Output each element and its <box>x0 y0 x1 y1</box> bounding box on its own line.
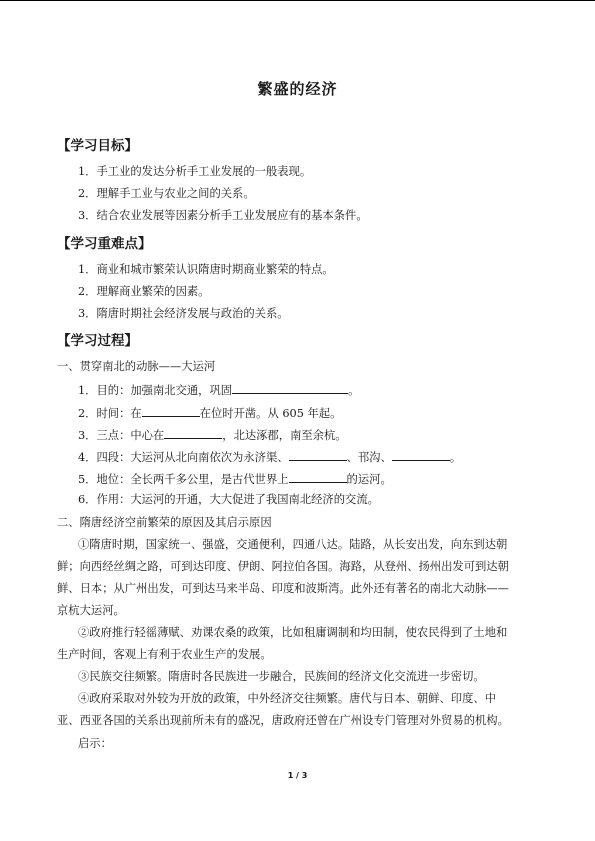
key-point-item: 2．理解商业繁荣的因素。 <box>78 285 210 298</box>
canal-effect-line: 6．作用：大运河的开通，大大促进了我国南北经济的交流。 <box>78 493 379 506</box>
part2-heading: 二、隋唐经济空前繁荣的原因及其启示原因 <box>57 516 272 529</box>
page-number: 1 / 3 <box>287 771 308 780</box>
line-text: 。 <box>348 384 360 397</box>
line-text: 3．三点：中心在 <box>78 429 165 442</box>
line-text: 。 <box>449 451 462 464</box>
canal-purpose-line <box>78 382 359 398</box>
canal-sections-line <box>78 449 461 465</box>
answer-blank[interactable] <box>164 427 222 439</box>
answer-blank[interactable] <box>289 449 347 461</box>
canal-time-line <box>78 405 341 421</box>
paragraph-line: ①隋唐时期，国家统一、强盛，交通便利，四通八达。陆路，从长安出发，向东到达朝 <box>78 538 508 551</box>
answer-blank[interactable] <box>289 471 347 483</box>
goal-item: 2．理解手工业与农业之间的关系。 <box>78 187 255 200</box>
paragraph-line: 鲜；向西经丝绸之路，可到达印度、伊朗、阿拉伯各国。海路，从登州、扬州出发可到达朝 <box>57 560 509 573</box>
part1-heading: 一、贯穿南北的动脉——大运河 <box>57 360 216 373</box>
header-rule <box>0 0 595 1</box>
page-title: 繁盛的经济 <box>257 80 338 98</box>
paragraph-line: 生产时间，客观上有利于农业生产的发展。 <box>57 648 272 661</box>
section-heading-process: 【学习过程】 <box>57 333 138 349</box>
answer-blank[interactable] <box>392 449 450 461</box>
key-point-item: 3．隋唐时期社会经济发展与政治的关系。 <box>78 307 289 320</box>
line-text: ，北达涿郡，南至余杭。 <box>222 429 347 442</box>
line-text: 2．时间：在 <box>78 407 142 420</box>
section-heading-goals: 【学习目标】 <box>57 138 138 154</box>
line-text: 在位时开凿。从 605 年起。 <box>199 407 342 420</box>
paragraph-line: ②政府推行轻徭薄赋、劝课农桑的政策，比如租庸调制和均田制，使农民得到了土地和 <box>78 626 508 639</box>
paragraph-line: ③民族交往频繁。隋唐时各民族进一步融合，民族间的经济文化交流进一步密切。 <box>78 670 485 683</box>
canal-status-line <box>78 471 392 487</box>
paragraph-line: 启示： <box>78 737 112 750</box>
section-heading-key-points: 【学习重难点】 <box>57 236 152 252</box>
line-text: 、邗沟、 <box>346 451 392 464</box>
paragraph-line: 京杭大运河。 <box>57 604 125 617</box>
answer-blank[interactable] <box>232 382 348 394</box>
paragraph-line: 鲜、日本；从广州出发，可到达马来半岛、印度和波斯湾。此外还有著名的南北大动脉—— <box>57 582 509 595</box>
goal-item: 3．结合农业发展等因素分析手工业发展应有的基本条件。 <box>78 209 368 222</box>
canal-points-line <box>78 427 347 443</box>
line-text: 4．四段：大运河从北向南依次为永济渠、 <box>78 451 289 464</box>
line-text: 5．地位：全长两千多公里，是古代世界上 <box>78 473 289 486</box>
key-point-item: 1．商业和城市繁荣认识隋唐时期商业繁荣的特点。 <box>78 263 334 276</box>
paragraph-line: 亚、西亚各国的关系出现前所未有的盛况，唐政府还曾在广州设专门管理对外贸易的机构。 <box>57 714 509 727</box>
paragraph-line: ④政府采取对外较为开放的政策，中外经济交往频繁。唐代与日本、朝鲜、印度、中 <box>78 692 496 705</box>
line-text: 的运河。 <box>346 473 392 486</box>
answer-blank[interactable] <box>142 405 200 417</box>
line-text: 1．目的：加强南北交通，巩固 <box>78 384 233 397</box>
goal-item: 1．手工业的发达分析手工业发展的一般表现。 <box>78 165 312 178</box>
